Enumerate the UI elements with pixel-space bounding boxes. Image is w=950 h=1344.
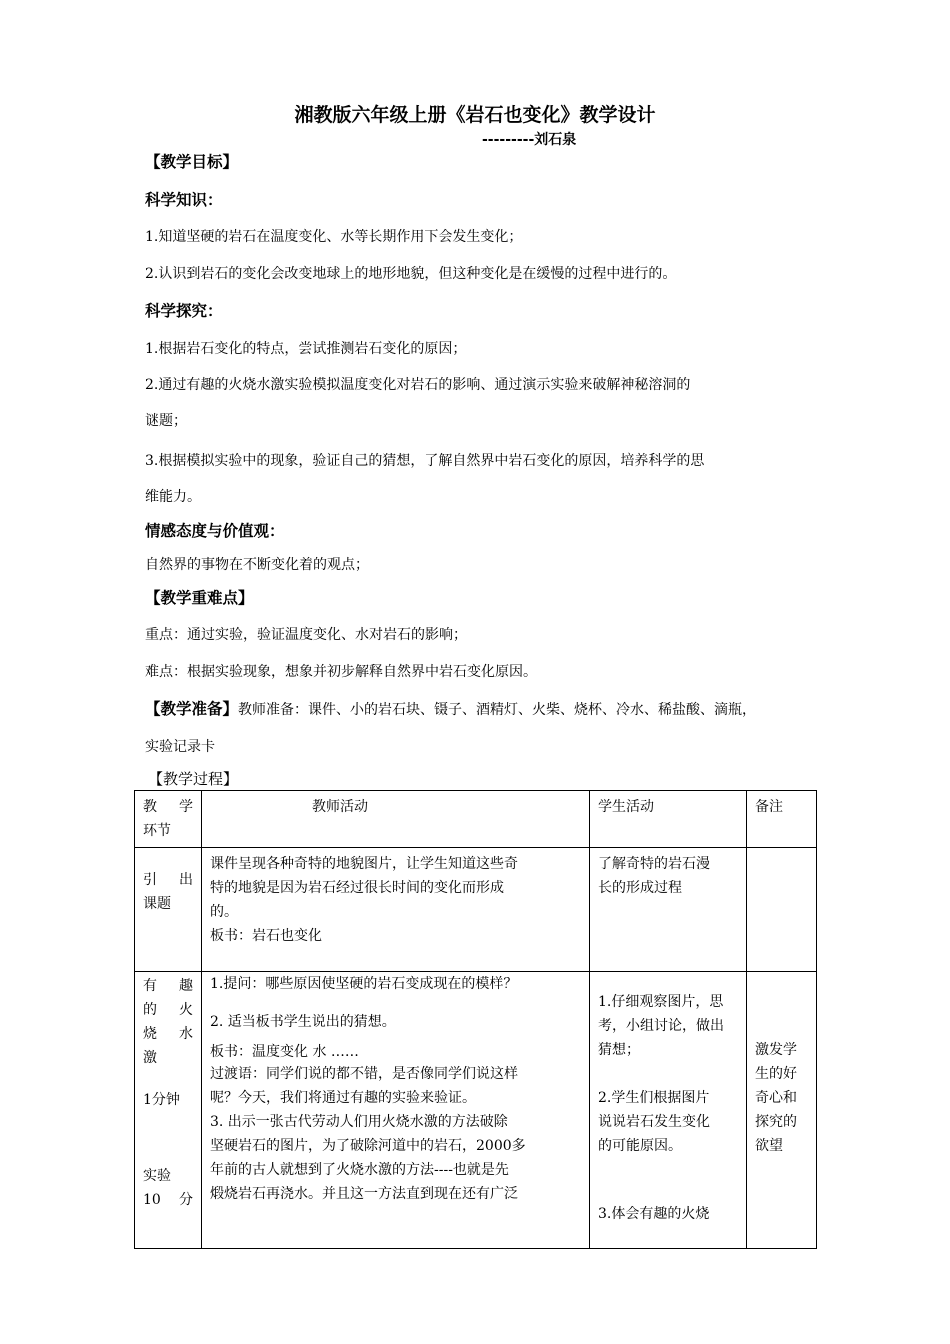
header-teacher: 教师活动 [202,791,590,848]
teacher-activity-cell: 1.提问：哪些原因使坚硬的岩石变成现在的模样？ 2. 适当板书学生说出的猜想。 板书：温度变化 水 …… 过渡语：同学们说的都不错，是否像同学们说这样 呢？今天，我们将通过有趣的实验来验证。 3. 出示一张古代劳动人们用火烧水激的方法破除 坚硬岩石的图片，为了破除河道中的岩石，2000多 年前的古人就想到了火烧水激的方法----也就是先 煅烧岩石再浇水。并且这一方法直到现在还有广泛 [202,972,590,1249]
inquiry-item: 2.通过有趣的火烧水激实验模拟温度变化对岩石的影响、通过演示实验来破解神秘溶洞的 [145,377,691,393]
student-activity-cell: 了解奇特的岩石漫 长的形成过程 [590,848,747,972]
header-note: 备注 [747,791,817,848]
header-student: 学生活动 [590,791,747,848]
header-stage: 教 学 环节 [135,791,202,848]
preparation-line [145,697,756,719]
inquiry-heading: 科学探究： [145,302,223,320]
key-point: 重点：通过实验，验证温度变化、水对岩石的影响； [145,627,467,643]
preparation-text: 教师准备：课件、小的岩石块、镊子、酒精灯、火柴、烧杯、冷水、稀盐酸、滴瓶， [238,702,757,718]
knowledge-item: 2.认识到岩石的变化会改变地球上的地形地貌，但这种变化是在缓慢的过程中进行的。 [145,266,677,282]
inquiry-item: 维能力。 [145,489,201,505]
author: ---------刘石泉 [482,132,577,148]
process-table [134,790,817,1249]
student-activity-cell: 1.仔细观察图片，思 考，小组讨论，做出 猜想； 2.学生们根据图片 说说岩石发生变化 的可能原因。 3.体会有趣的火烧 [590,972,747,1249]
stage-cell: 有 趣 的 火 烧 水 激 1分钟 实验 10 分 [135,972,202,1249]
objectives-heading: 【教学目标】 [145,153,239,171]
preparation-text-cont: 实验记录卡 [145,739,215,755]
attitude-heading: 情感态度与价值观： [145,522,285,540]
table-row [135,848,817,972]
knowledge-item: 1.知道坚硬的岩石在温度变化、水等长期作用下会发生变化； [145,229,523,245]
process-heading: 【教学过程】 [148,770,239,788]
difficult-point: 难点：根据实验现象，想象并初步解释自然界中岩石变化原因。 [145,664,537,680]
stage-cell: 引 出 课题 [135,848,202,972]
knowledge-heading: 科学知识： [145,191,223,209]
inquiry-item: 3.根据模拟实验中的现象，验证自己的猜想，了解自然界中岩石变化的原因，培养科学的思 [145,453,705,469]
keypoints-heading: 【教学重难点】 [145,589,254,607]
attitude-text: 自然界的事物在不断变化着的观点； [145,557,369,573]
table-row [135,972,817,1249]
note-cell: 激发学 生的好 奇心和 探究的 欲望 [747,972,817,1249]
table-header-row [135,791,817,848]
inquiry-item: 谜题； [145,413,187,429]
inquiry-item: 1.根据岩石变化的特点，尝试推测岩石变化的原因； [145,341,467,357]
preparation-heading: 【教学准备】 [145,700,239,718]
document-title: 湘教版六年级上册《岩石也变化》教学设计 [294,104,656,126]
teacher-activity-cell: 课件呈现各种奇特的地貌图片，让学生知道这些奇 特的地貌是因为岩石经过很长时间的变化而形成 的。 板书：岩石也变化 [202,848,590,972]
note-cell [747,848,817,972]
